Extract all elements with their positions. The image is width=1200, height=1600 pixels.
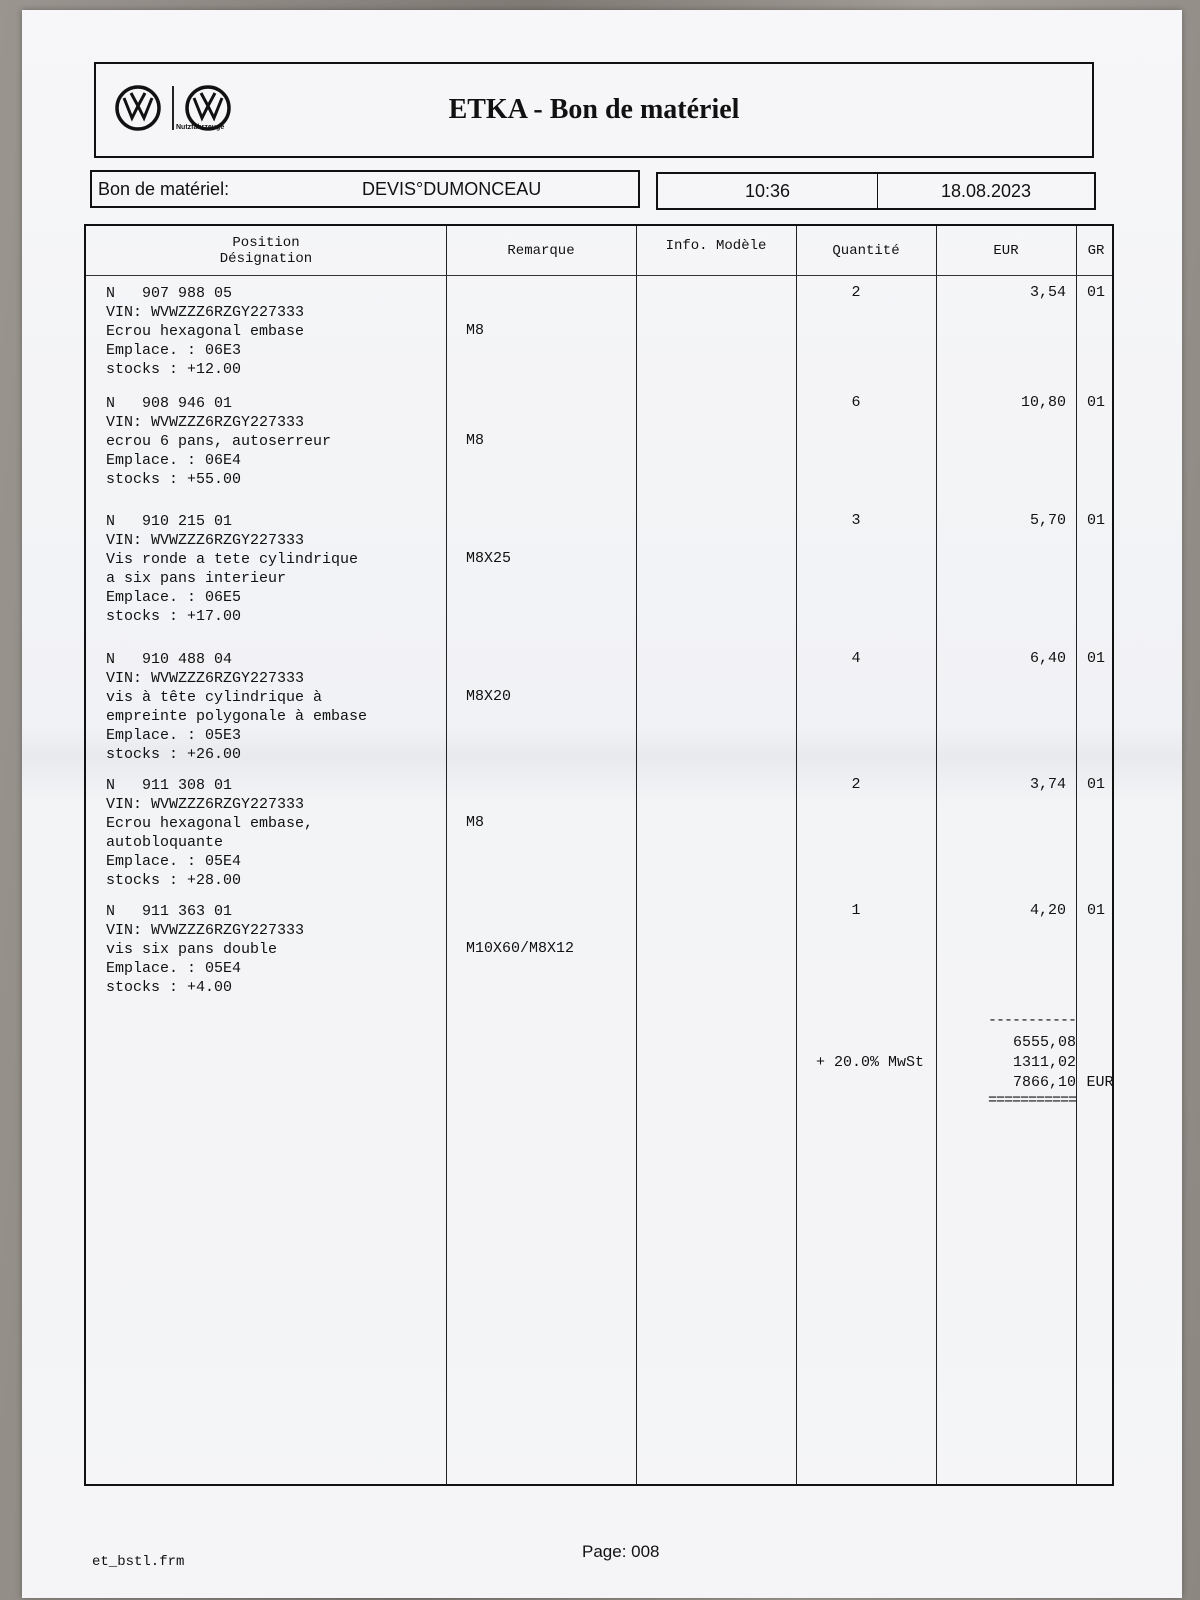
part-description (106, 650, 367, 764)
datetime-box (656, 172, 1096, 210)
part-group: 01 (1086, 776, 1105, 793)
part-group: 01 (1086, 902, 1105, 919)
part-description-line: VIN: WVWZZZ6RZGY227333 (106, 670, 305, 687)
part-group: 01 (1086, 650, 1105, 667)
part-description-line: ecrou 6 pans, autoserreur (106, 433, 332, 450)
totals-dash-line: ----------- (987, 1012, 1076, 1029)
part-description-line: stocks : +55.00 (106, 471, 242, 488)
totals-equals-line: =========== (987, 1092, 1076, 1109)
part-description-line: vis six pans double (106, 941, 278, 958)
part-description-line: stocks : +12.00 (106, 361, 242, 378)
part-description-line: stocks : +26.00 (106, 746, 242, 763)
order-reference: DEVIS°DUMONCEAU (362, 178, 542, 199)
page-number: Page: 008 (582, 1542, 660, 1561)
part-quantity: 2 (851, 776, 861, 793)
part-description-line: N 907 988 05 (106, 285, 233, 302)
part-description-line: Vis ronde a tete cylindrique (106, 551, 359, 568)
part-remarque: M8 (466, 432, 485, 449)
table-header (86, 226, 1112, 276)
part-description-line: VIN: WVWZZZ6RZGY227333 (106, 922, 305, 939)
total-currency: EUR (1086, 1074, 1114, 1091)
column-divider (1076, 226, 1077, 1484)
part-description-line: stocks : +17.00 (106, 608, 242, 625)
part-remarque: M8 (466, 322, 485, 339)
part-price: 6,40 (1029, 650, 1066, 667)
part-description-line: VIN: WVWZZZ6RZGY227333 (106, 532, 305, 549)
part-description-line: Emplace. : 06E3 (106, 342, 242, 359)
part-quantity: 4 (851, 650, 861, 667)
vat-value: 1311,02 (1012, 1054, 1076, 1071)
parts-table (84, 224, 1114, 1486)
header-position: Position (232, 235, 300, 251)
part-quantity: 1 (851, 902, 861, 919)
part-description-line: Emplace. : 05E4 (106, 853, 242, 870)
part-description-line: N 910 215 01 (106, 513, 233, 530)
part-description (106, 902, 304, 997)
part-description-line: Emplace. : 06E4 (106, 452, 242, 469)
header-gr: GR (1087, 243, 1105, 259)
part-description-line: a six pans interieur (106, 570, 287, 587)
part-description-line: N 908 946 01 (106, 395, 233, 412)
logo-subtitle: Nutzfahrzeuge (176, 124, 225, 131)
document-title: ETKA - Bon de matériel (448, 94, 740, 125)
header-position-designation (86, 226, 446, 276)
part-description-line: VIN: WVWZZZ6RZGY227333 (106, 304, 305, 321)
part-description-line: VIN: WVWZZZ6RZGY227333 (106, 796, 305, 813)
part-price: 10,80 (1020, 394, 1066, 411)
part-description-line: VIN: WVWZZZ6RZGY227333 (106, 414, 305, 431)
part-description (106, 776, 313, 890)
part-quantity: 3 (851, 512, 861, 529)
header-quantite: Quantité (832, 243, 900, 259)
part-description-line: N 911 363 01 (106, 903, 233, 920)
part-remarque: M8 (466, 814, 485, 831)
part-description-line: Emplace. : 06E5 (106, 589, 242, 606)
column-divider (796, 226, 797, 1484)
document-page (22, 10, 1182, 1598)
total-value: 7866,10 (1012, 1074, 1076, 1091)
part-price: 5,70 (1029, 512, 1066, 529)
part-group: 01 (1086, 512, 1105, 529)
part-description-line: Emplace. : 05E3 (106, 727, 242, 744)
order-time: 10:36 (658, 174, 878, 208)
part-description-line: vis à tête cylindrique à (106, 689, 323, 706)
part-description (106, 284, 304, 379)
order-date: 18.08.2023 (940, 180, 1032, 201)
part-description-line: Emplace. : 05E4 (106, 960, 242, 977)
part-price: 4,20 (1029, 902, 1066, 919)
column-divider (936, 226, 937, 1484)
column-divider (636, 226, 637, 1484)
part-description-line: Ecrou hexagonal embase (106, 323, 305, 340)
part-price: 3,54 (1029, 284, 1066, 301)
part-remarque: M8X25 (466, 550, 512, 567)
column-divider (446, 226, 447, 1484)
part-description-line: autobloquante (106, 834, 224, 851)
part-description-line: empreinte polygonale à embase (106, 708, 368, 725)
part-description-line: stocks : +28.00 (106, 872, 242, 889)
part-description-line: N 910 488 04 (106, 651, 233, 668)
form-id: et_bstl.frm (92, 1554, 185, 1570)
part-remarque: M8X20 (466, 688, 512, 705)
part-description-line: N 911 308 01 (106, 777, 233, 794)
part-description-line: Ecrou hexagonal embase, (106, 815, 314, 832)
order-label: Bon de matériel: (98, 178, 230, 199)
part-group: 01 (1086, 284, 1105, 301)
order-info-box (90, 170, 640, 208)
part-group: 01 (1086, 394, 1105, 411)
header-info-modele: Info. Modèle (665, 238, 767, 254)
part-quantity: 6 (851, 394, 861, 411)
part-price: 3,74 (1029, 776, 1066, 793)
part-description (106, 394, 331, 489)
vat-label: + 20.0% MwSt (816, 1054, 925, 1071)
part-quantity: 2 (851, 284, 861, 301)
header-eur: EUR (993, 243, 1019, 259)
part-description-line: stocks : +4.00 (106, 979, 233, 996)
header-remarque: Remarque (507, 243, 575, 259)
part-remarque: M10X60/M8X12 (466, 940, 575, 957)
subtotal-value: 6555,08 (1012, 1034, 1076, 1051)
document-header (94, 62, 1094, 158)
part-description (106, 512, 358, 626)
header-designation: Désignation (219, 251, 313, 267)
